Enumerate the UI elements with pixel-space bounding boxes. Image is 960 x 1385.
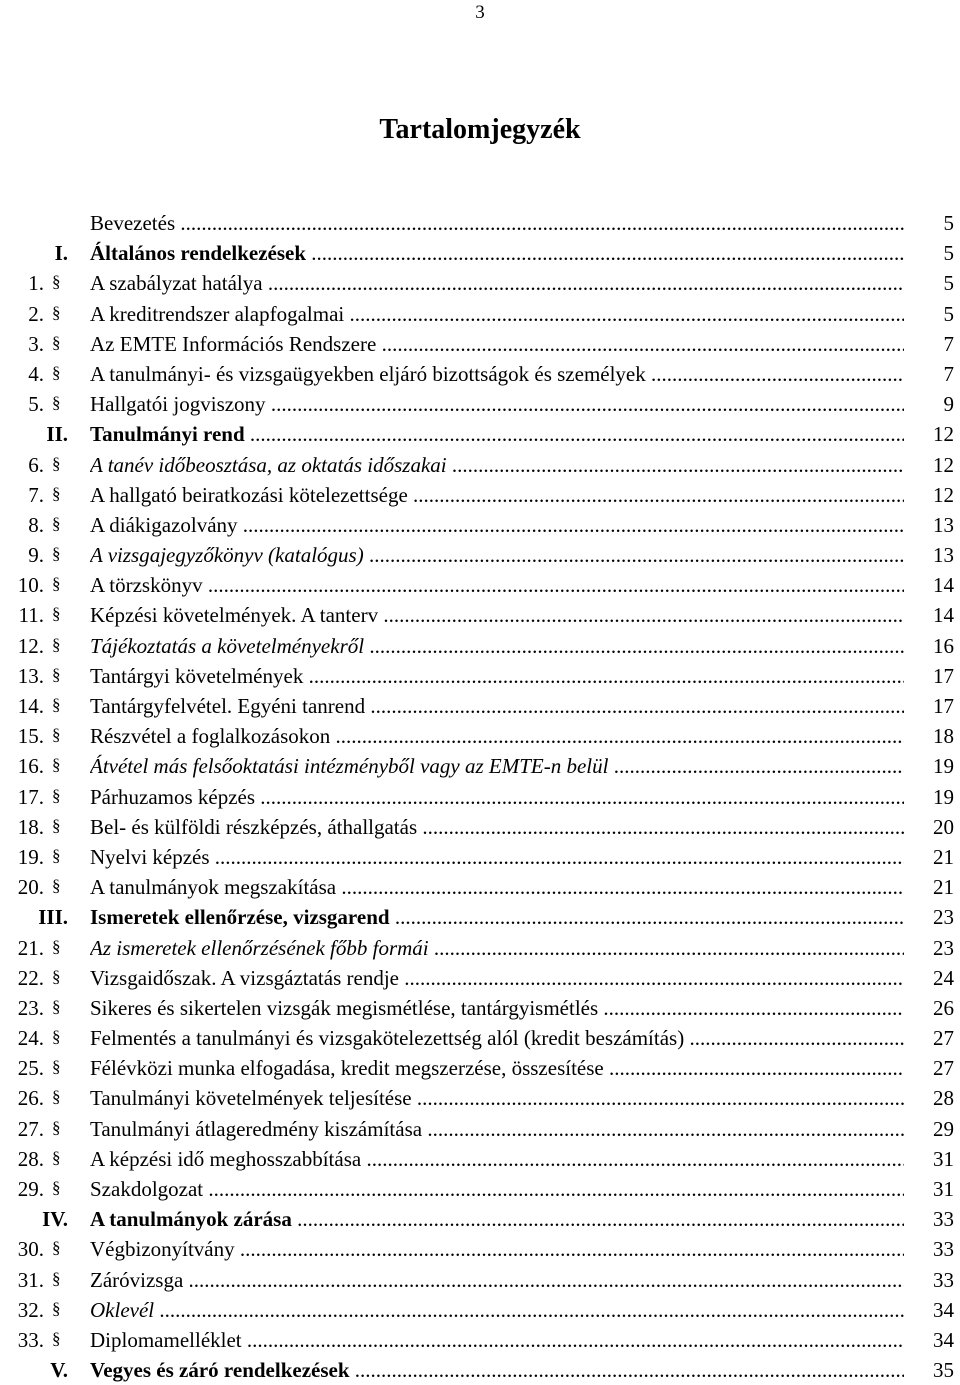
- toc-entry-title: [90, 872, 904, 902]
- toc-entry-number: 23.: [17, 995, 44, 1020]
- toc-entry-number: IV.: [42, 1207, 68, 1232]
- toc-entry-page: 31: [933, 1146, 954, 1171]
- section-symbol: §: [52, 332, 61, 352]
- toc-entry-title: [90, 208, 904, 238]
- toc-entry-page: 23: [933, 905, 954, 930]
- toc-entry-title-text: Tanulmányi rend: [90, 422, 245, 447]
- table-of-contents: [8, 208, 956, 1385]
- toc-entry-number: 12.: [17, 633, 44, 658]
- toc-entry-title-text: Párhuzamos képzés: [90, 784, 256, 809]
- toc-section-row[interactable]: [8, 570, 956, 600]
- toc-section-row[interactable]: [8, 1325, 956, 1355]
- toc-entry-title-text: A tanulmányok zárása: [90, 1207, 292, 1232]
- toc-entry-page: 17: [933, 694, 954, 718]
- toc-entry-number: 5.: [28, 392, 44, 417]
- toc-section-row[interactable]: [8, 510, 956, 540]
- toc-entry-title: [90, 1265, 904, 1295]
- toc-entry-number: 10.: [17, 573, 44, 598]
- toc-entry-title: [90, 1114, 904, 1144]
- toc-entry-page: 19: [933, 784, 954, 809]
- toc-section-row[interactable]: [8, 450, 956, 480]
- page-title: Tartalomjegyzék: [379, 114, 581, 145]
- toc-entry-title: [90, 540, 904, 570]
- toc-entry-number: 11.: [18, 603, 44, 628]
- toc-section-row[interactable]: [8, 1174, 956, 1204]
- toc-entry-number: 4.: [28, 361, 44, 386]
- toc-entry-page: 5: [943, 271, 954, 296]
- toc-entry-page: 29: [933, 1116, 954, 1141]
- toc-entry-page: 31: [933, 1177, 954, 1201]
- toc-entry-title-text: Bevezetés: [90, 211, 176, 235]
- toc-entry-title-text: Általános rendelkezések: [90, 241, 307, 266]
- toc-entry-number: 30.: [17, 1237, 44, 1262]
- toc-section-row[interactable]: [8, 1265, 956, 1295]
- toc-section-row[interactable]: [8, 480, 956, 510]
- toc-entry-title: [90, 751, 904, 781]
- toc-entry-number: 15.: [17, 724, 44, 749]
- toc-entry-title: [90, 359, 904, 389]
- toc-entry-page: 20: [933, 814, 954, 839]
- toc-section-row[interactable]: [8, 1295, 956, 1325]
- toc-section-row[interactable]: [8, 842, 956, 872]
- toc-entry-number: 32.: [17, 1297, 44, 1322]
- toc-entry-page: 21: [933, 875, 954, 900]
- section-symbol: §: [52, 513, 61, 533]
- toc-entry-page: 14: [933, 573, 954, 598]
- section-symbol: §: [52, 1298, 61, 1318]
- toc-entry-page: 33: [933, 1237, 954, 1262]
- section-symbol: §: [52, 1268, 61, 1288]
- toc-section-row[interactable]: [8, 1144, 956, 1174]
- toc-entry-number: 6.: [28, 452, 44, 477]
- section-symbol: §: [52, 695, 61, 714]
- toc-entry-title: [90, 1295, 904, 1325]
- toc-entry-title-text: A kreditrendszer alapfogalmai: [90, 301, 345, 326]
- section-symbol: §: [52, 1238, 61, 1258]
- toc-entry-number: 2.: [28, 301, 44, 326]
- toc-section-row[interactable]: [8, 389, 956, 419]
- toc-section-row[interactable]: [8, 631, 956, 661]
- toc-entry-title-text: Bel- és külföldi részképzés, áthallgatás: [90, 814, 418, 839]
- toc-entry-number: 22.: [17, 965, 44, 990]
- toc-entry-title: [90, 691, 904, 721]
- toc-entry-title: [90, 1234, 904, 1264]
- section-symbol: §: [52, 725, 61, 745]
- toc-entry-title-text: A tanév időbeosztása, az oktatás időszakai: [90, 452, 447, 477]
- toc-chapter-row[interactable]: [8, 419, 956, 449]
- toc-entry-number: 1.: [28, 271, 44, 296]
- toc-entry-title-text: Tantárgyi követelmények: [90, 663, 304, 688]
- toc-entry-page: 33: [933, 1207, 954, 1232]
- toc-entry-title: [90, 1023, 904, 1053]
- toc-section-row[interactable]: [8, 1114, 956, 1144]
- toc-entry-title: [90, 600, 904, 630]
- section-symbol: §: [52, 845, 61, 865]
- toc-entry-page: 19: [933, 754, 954, 779]
- toc-section-row[interactable]: [8, 329, 956, 359]
- section-symbol: §: [52, 1057, 61, 1077]
- toc-entry-number: 18.: [17, 814, 44, 839]
- toc-entry-title-text: Az EMTE Információs Rendszere: [90, 331, 377, 356]
- section-symbol: §: [52, 1117, 61, 1137]
- toc-entry-title: [90, 782, 904, 812]
- toc-chapter-row[interactable]: [8, 902, 956, 932]
- toc-entry-number: 19.: [17, 844, 44, 869]
- section-symbol: §: [52, 483, 61, 503]
- toc-entry-page: 27: [933, 1026, 954, 1051]
- toc-section-row[interactable]: [8, 812, 956, 842]
- toc-entry-number: 20.: [17, 875, 44, 900]
- toc-entry-title-text: Átvétel más felsőoktatási intézményből vagy az EMTE-n belül: [90, 754, 609, 779]
- toc-entry-page: 9: [943, 392, 954, 417]
- section-symbol: §: [52, 1147, 61, 1167]
- toc-entry-number: I.: [54, 241, 68, 266]
- toc-entry-title: [90, 480, 904, 510]
- toc-entry-page: 12: [933, 482, 954, 507]
- toc-entry-page: 12: [933, 422, 954, 447]
- toc-entry-page: 7: [943, 331, 954, 356]
- toc-section-row[interactable]: [8, 751, 956, 781]
- section-symbol: §: [52, 302, 61, 322]
- section-symbol: §: [52, 785, 61, 805]
- toc-entry-page: 34: [933, 1297, 954, 1322]
- toc-entry-number: 31.: [17, 1267, 44, 1292]
- toc-entry-title-text: Záróvizsga: [90, 1267, 184, 1292]
- toc-section-row[interactable]: [8, 721, 956, 751]
- toc-entry-title-text: Félévközi munka elfogadása, kredit megszerzése, összesítése: [90, 1056, 604, 1081]
- toc-entry-title-text: Képzési követelmények. A tanterv: [90, 603, 379, 628]
- toc-entry-title: [90, 721, 904, 751]
- toc-entry-number: III.: [38, 905, 68, 930]
- toc-entry-title-text: Ismeretek ellenőrzése, vizsgarend: [90, 905, 390, 930]
- toc-entry-page: 33: [933, 1267, 954, 1292]
- toc-entry-title-text: Végbizonyítvány: [90, 1237, 235, 1262]
- toc-entry-number: 28.: [17, 1146, 44, 1171]
- toc-entry-title: [90, 963, 904, 993]
- toc-section-row[interactable]: [8, 691, 956, 721]
- toc-entry-title: [90, 1053, 904, 1083]
- section-symbol: §: [52, 876, 61, 896]
- toc-section-row[interactable]: [8, 208, 956, 238]
- section-symbol: §: [52, 453, 61, 473]
- toc-entry-title: [90, 268, 904, 298]
- toc-entry-page: 34: [933, 1327, 954, 1352]
- toc-entry-title: [90, 238, 904, 268]
- toc-section-row[interactable]: [8, 1234, 956, 1264]
- toc-entry-title: [90, 993, 904, 1023]
- toc-entry-title: [90, 329, 904, 359]
- toc-entry-number: 17.: [17, 784, 44, 809]
- toc-entry-title-text: Tanulmányi átlageredmény kiszámítása: [90, 1116, 423, 1141]
- page-number: 3: [475, 2, 485, 23]
- toc-entry-title: [90, 842, 904, 872]
- toc-section-row[interactable]: [8, 1023, 956, 1053]
- toc-section-row[interactable]: [8, 268, 956, 298]
- toc-entry-title-text: A vizsgajegyzőkönyv (katalógus): [90, 543, 364, 568]
- toc-entry-title: [90, 1174, 904, 1204]
- toc-entry-title: [90, 1083, 904, 1113]
- toc-entry-number: 8.: [28, 512, 44, 537]
- toc-section-row[interactable]: [8, 299, 956, 329]
- section-symbol: §: [52, 1328, 61, 1348]
- section-symbol: §: [52, 393, 61, 413]
- toc-section-row[interactable]: [8, 782, 956, 812]
- section-symbol: §: [52, 272, 61, 292]
- toc-entry-number: 3.: [28, 331, 44, 356]
- toc-section-row[interactable]: [8, 963, 956, 993]
- toc-entry-title: [90, 661, 904, 691]
- toc-entry-title: [90, 419, 904, 449]
- section-symbol: §: [52, 574, 61, 594]
- section-symbol: §: [52, 1087, 61, 1107]
- toc-section-row[interactable]: [8, 661, 956, 691]
- toc-chapter-row[interactable]: [8, 1355, 956, 1385]
- toc-entry-title: [90, 812, 904, 842]
- toc-entry-title-text: A diákigazolvány: [90, 512, 238, 537]
- toc-entry-title-text: Részvétel a foglalkozásokon: [90, 724, 331, 749]
- toc-entry-title: [90, 570, 904, 600]
- toc-entry-page: 26: [933, 995, 954, 1020]
- toc-section-row[interactable]: [8, 933, 956, 963]
- toc-entry-page: 24: [933, 965, 954, 990]
- toc-entry-title-text: A törzskönyv: [90, 573, 203, 598]
- toc-entry-number: 33.: [17, 1327, 44, 1352]
- section-symbol: §: [52, 544, 61, 564]
- toc-entry-page: 5: [943, 301, 954, 326]
- toc-entry-page: 16: [933, 633, 954, 658]
- toc-entry-title-text: A tanulmányi- és vizsgaügyekben eljáró bizottságok és személyek: [90, 361, 646, 386]
- toc-entry-page: 27: [933, 1056, 954, 1081]
- toc-section-row[interactable]: [8, 600, 956, 630]
- toc-entry-title-text: Felmentés a tanulmányi és vizsgakötelezettség alól (kredit beszámítás): [90, 1026, 685, 1051]
- toc-entry-title: [90, 299, 904, 329]
- toc-entry-page: 18: [933, 724, 954, 749]
- toc-entry-title: [90, 450, 904, 480]
- toc-entry-number: 25.: [17, 1056, 44, 1081]
- section-symbol: §: [52, 966, 61, 986]
- toc-entry-title-text: Vegyes és záró rendelkezések: [90, 1358, 350, 1383]
- toc-entry-title: [90, 1144, 904, 1174]
- toc-entry-number: 29.: [17, 1177, 44, 1201]
- toc-entry-number: 21.: [17, 935, 44, 960]
- toc-entry-title-text: Tantárgyfelvétel. Egyéni tanrend: [90, 694, 366, 718]
- section-symbol: §: [52, 1178, 61, 1197]
- toc-entry-number: 14.: [17, 694, 44, 718]
- toc-entry-title-text: A szabályzat hatálya: [90, 271, 263, 296]
- section-symbol: §: [52, 755, 61, 775]
- toc-entry-page: 5: [943, 241, 954, 266]
- toc-chapter-row[interactable]: [8, 238, 956, 268]
- toc-section-row[interactable]: [8, 1053, 956, 1083]
- toc-chapter-row[interactable]: [8, 1204, 956, 1234]
- toc-entry-number: 16.: [17, 754, 44, 779]
- toc-entry-page: 28: [933, 1086, 954, 1111]
- toc-entry-title-text: Az ismeretek ellenőrzésének főbb formái: [90, 935, 429, 960]
- toc-section-row[interactable]: [8, 993, 956, 1023]
- toc-entry-title-text: Hallgatói jogviszony: [90, 392, 266, 417]
- toc-entry-number: 27.: [17, 1116, 44, 1141]
- toc-entry-title-text: Tanulmányi követelmények teljesítése: [90, 1086, 412, 1111]
- section-symbol: §: [52, 996, 61, 1016]
- toc-entry-number: 7.: [28, 482, 44, 507]
- toc-section-row[interactable]: [8, 359, 956, 389]
- toc-entry-title-text: Oklevél: [90, 1297, 155, 1322]
- toc-entry-number: II.: [46, 422, 68, 447]
- toc-entry-page: 13: [933, 512, 954, 537]
- toc-entry-title-text: A tanulmányok megszakítása: [90, 875, 337, 900]
- toc-entry-title-text: Szakdolgozat: [90, 1177, 204, 1201]
- toc-entry-page: 5: [943, 211, 954, 235]
- toc-section-row[interactable]: [8, 1083, 956, 1113]
- toc-entry-page: 23: [933, 935, 954, 960]
- toc-entry-number: 9.: [28, 543, 44, 568]
- toc-entry-number: 26.: [17, 1086, 44, 1111]
- toc-entry-title-text: Sikeres és sikertelen vizsgák megismétlése, tantárgyismétlés: [90, 995, 599, 1020]
- toc-entry-title: [90, 1355, 904, 1385]
- section-symbol: §: [52, 604, 61, 624]
- toc-entry-page: 35: [933, 1358, 954, 1383]
- toc-entry-page: 12: [933, 452, 954, 477]
- toc-entry-title: [90, 1325, 904, 1355]
- section-symbol: §: [52, 362, 61, 382]
- section-symbol: §: [52, 664, 61, 684]
- toc-entry-number: 24.: [17, 1026, 44, 1051]
- section-symbol: §: [52, 815, 61, 835]
- toc-entry-title: [90, 510, 904, 540]
- toc-entry-page: 7: [943, 361, 954, 386]
- toc-entry-title: [90, 902, 904, 932]
- section-symbol: §: [52, 1027, 61, 1047]
- toc-entry-title: [90, 1204, 904, 1234]
- toc-entry-number: V.: [50, 1358, 68, 1383]
- toc-section-row[interactable]: [8, 872, 956, 902]
- section-symbol: §: [52, 634, 61, 654]
- toc-entry-title-text: Vizsgaidőszak. A vizsgáztatás rendje: [90, 965, 399, 990]
- toc-entry-title-text: Diplomamelléklet: [90, 1327, 242, 1352]
- toc-entry-page: 17: [933, 663, 954, 688]
- toc-entry-title: [90, 933, 904, 963]
- toc-entry-title: [90, 389, 904, 419]
- toc-entry-title-text: Nyelvi képzés: [90, 844, 210, 869]
- toc-entry-number: 13.: [17, 663, 44, 688]
- toc-entry-title-text: Tájékoztatás a követelményekről: [90, 633, 365, 658]
- toc-section-row[interactable]: [8, 540, 956, 570]
- section-symbol: §: [52, 936, 61, 956]
- toc-entry-page: 21: [933, 844, 954, 869]
- toc-entry-title: [90, 631, 904, 661]
- toc-entry-title-text: A hallgató beiratkozási kötelezettsége: [90, 482, 408, 507]
- toc-entry-title-text: A képzési idő meghosszabbítása: [90, 1146, 362, 1171]
- toc-entry-page: 14: [933, 603, 954, 628]
- toc-entry-page: 13: [933, 543, 954, 568]
